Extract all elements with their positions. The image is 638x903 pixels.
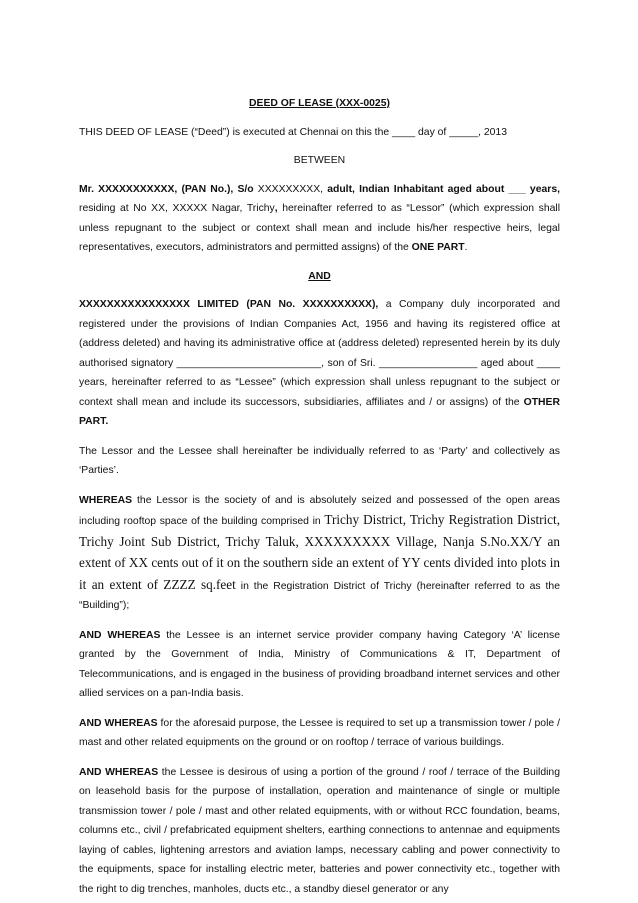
whereas-2-text: the Lessee is an internet service provider company having Category ‘A’ license granted by the Government of India, Ministry of Communications & IT, Department of Telecommunications, and is engaged in the business of providing broadband internet services and other allied services on a pan-India basis. xyxy=(79,629,560,699)
whereas-3-lead: AND WHEREAS xyxy=(79,717,158,729)
whereas-paragraph-1 xyxy=(79,491,560,616)
lessee-name: XXXXXXXXXXXXXXXX LIMITED (PAN No. XXXXXXXXXX), xyxy=(79,299,379,310)
whereas-paragraph-2 xyxy=(79,626,560,704)
and-heading-line xyxy=(79,267,560,287)
parties-paragraph: The Lessor and the Lessee shall hereinafter be individually referred to as ‘Party’ and collectively as ‘Parties’. xyxy=(79,445,560,476)
lessor-name: Mr. XXXXXXXXXXX, (PAN No.), S/o xyxy=(79,183,254,195)
whereas-paragraph-4 xyxy=(79,763,560,900)
deed-title: DEED OF LEASE (XXX-0025) xyxy=(249,98,390,109)
deed-intro: THIS DEED OF LEASE (“Deed”) is executed at Chennai on this the ____ day of _____, 2013 xyxy=(79,126,507,138)
lessee-paragraph xyxy=(79,295,560,432)
property-description: Trichy District, Trichy Registration District, Trichy Joint Sub District, Trichy Taluk, XXXXXXXXX Village, Nanja S.No.XX/Y an extent of XX cents out of it on the southern side an extent of YY cents divided into plots in it an extent of ZZZZ sq.feet xyxy=(79,512,560,592)
whereas-4-lead: AND WHEREAS xyxy=(79,766,159,778)
lessor-end: . xyxy=(464,242,468,253)
lessor-definition: hereinafter referred to as “Lessor” (which expression shall unless repugnant to the subject or context shall mean and include his/her respective heirs, legal representatives, executors, administrators and permitted assigns) of the xyxy=(79,203,560,253)
lessor-desc: adult, Indian Inhabitant aged about ___ years, xyxy=(327,183,560,195)
whereas-1-text-end: in the Registration District of Trichy (hereinafter referred to as the “Building”); xyxy=(79,580,560,611)
deed-title-line xyxy=(79,94,560,114)
lessor-father: XXXXXXXXX, xyxy=(253,183,328,195)
between-heading: BETWEEN xyxy=(293,155,346,166)
lessee-definition: a Company duly incorporated and registered under the provisions of Indian Companies Act, 1956 and having its registered office at (address deleted) and having its administrative office at (address deleted) represented herein by its duly authorised signatory _________________________, son of Sri. _________________ aged about ____ years, hereinafter referred to as “Lessee” (which expression shall unless repugnant to the subject or context shall mean and include its successors, subsidiaries, affiliates and / or assigns) of the xyxy=(79,299,560,408)
and-heading: AND xyxy=(308,270,331,282)
whereas-3-text: for the aforesaid purpose, the Lessee is required to set up a transmission tower / pole / mast and other related equipments on the ground or on rooftop / terrace of various buildings. xyxy=(79,717,560,748)
lessor-paragraph xyxy=(79,180,560,258)
lessor-comma: , xyxy=(274,203,278,214)
lessor-part: ONE PART xyxy=(411,242,465,253)
lessee-part: OTHER PART. xyxy=(79,396,560,427)
whereas-4-text: the Lessee is desirous of using a portion of the ground / roof / terrace of the Building on leasehold basis for the purpose of installation, operation and maintenance of single or multiple transmission tower / pole / mast and other related equipments, with or without RCC foundation, beams, columns etc., civil / prefabricated equipment shelters, earthing connections to antennae and equipments laying of cables, lightening arrestors and aviation lamps, necessary cabling and power connectivity to the equipments, space for installing electric meter, batteries and power connectivity etc., together with the right to dig trenches, manholes, ducts etc., a standby diesel generator or any xyxy=(79,766,560,895)
whereas-paragraph-3 xyxy=(79,714,560,753)
whereas-1-lead: WHEREAS xyxy=(79,494,133,506)
whereas-2-lead: AND WHEREAS xyxy=(79,629,161,641)
whereas-1-text: the Lessor is the society of and is absolutely seized and possessed of the open areas including rooftop space of the building comprised in xyxy=(79,494,560,527)
lessor-address: residing at No XX, XXXXX Nagar, Trichy xyxy=(79,203,275,214)
